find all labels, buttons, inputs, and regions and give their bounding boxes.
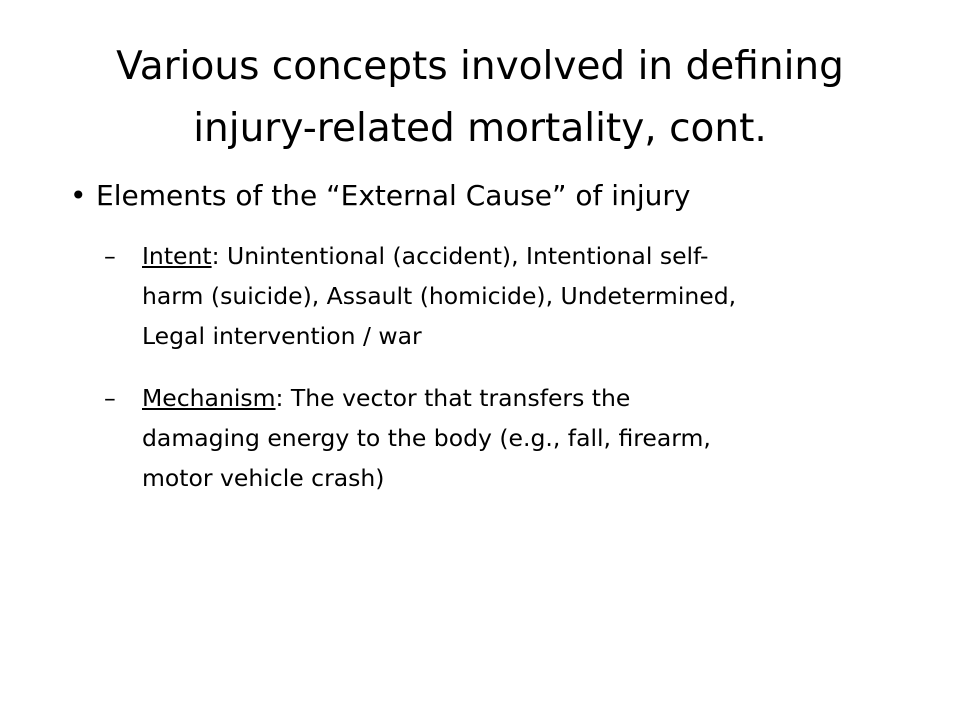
title-line-2: injury-related mortality, cont. — [193, 106, 767, 151]
bullet-text: Elements of the “External Cause” of injury — [96, 179, 691, 212]
subitem-line: motor vehicle crash) — [142, 464, 385, 492]
subitem-marker: – — [104, 384, 116, 412]
subitem-marker: – — [104, 242, 116, 270]
subitem-line — [142, 236, 894, 276]
subitem-line: Legal intervention / war — [142, 322, 422, 350]
slide-title — [60, 36, 900, 160]
term-mechanism: Mechanism — [142, 384, 276, 412]
subitem-text: : Unintentional (accident), Intentional self- — [211, 242, 709, 270]
subitem-text: : The vector that transfers the — [275, 384, 631, 412]
subitem-body — [142, 236, 894, 356]
term-intent: Intent — [142, 242, 212, 270]
title-line-1: Various concepts involved in defining — [116, 44, 844, 89]
subitem-line: damaging energy to the body (e.g., fall, firearm, — [142, 424, 711, 452]
subitem-body — [142, 378, 894, 498]
subitem-intent — [104, 236, 894, 356]
subitem-line: harm (suicide), Assault (homicide), Undetermined, — [142, 282, 737, 310]
subitem-mechanism — [104, 378, 894, 498]
bullet-marker: • — [70, 179, 87, 212]
subitem-line — [142, 378, 894, 418]
